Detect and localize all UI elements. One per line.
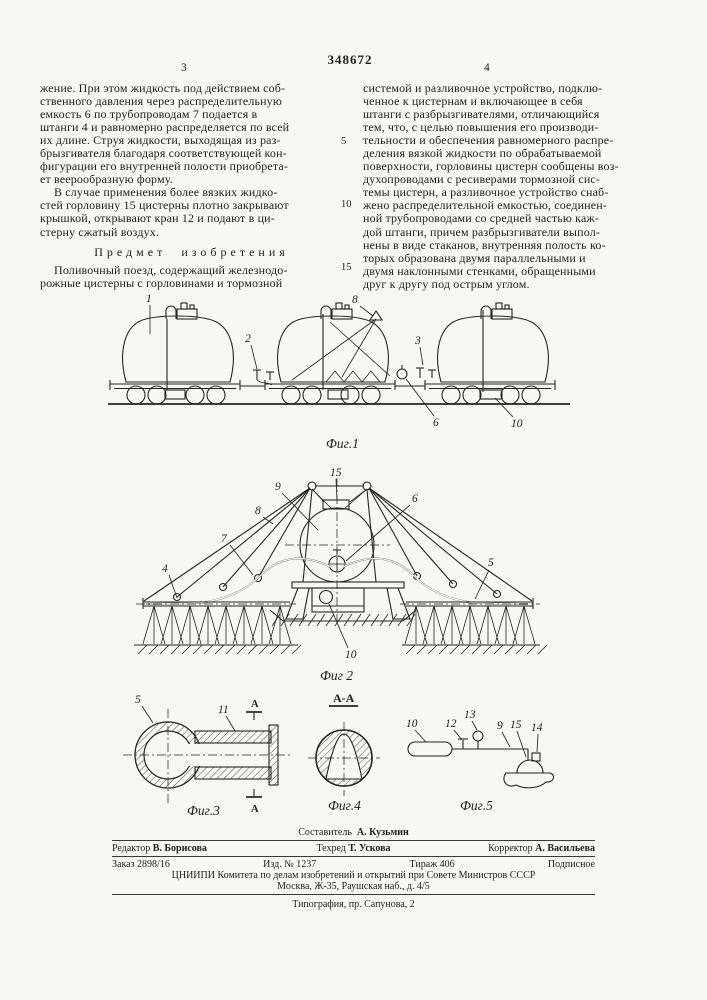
techred-name: Т. Ускова bbox=[348, 843, 391, 854]
fig1-label-2: 2 bbox=[245, 333, 251, 345]
fig2-label-15: 15 bbox=[330, 467, 342, 479]
pump-shape bbox=[320, 591, 333, 604]
fig5-label-9: 9 bbox=[497, 720, 503, 732]
tank-car-1 bbox=[110, 303, 240, 404]
fig1-caption: Фиг.1 bbox=[326, 436, 359, 451]
spray-boom-left bbox=[134, 598, 301, 654]
fig2-label-4: 4 bbox=[162, 563, 168, 575]
fig1-label-10: 10 bbox=[511, 418, 523, 430]
corrector-name: А. Васильева bbox=[535, 843, 595, 854]
fig2-label-5: 5 bbox=[488, 557, 494, 569]
tank-car-3 bbox=[425, 303, 555, 404]
line-number-5: 5 bbox=[341, 136, 347, 147]
compiler-line bbox=[112, 827, 595, 838]
left-text-column bbox=[40, 82, 343, 290]
fig5-label-14: 14 bbox=[531, 722, 543, 734]
fig2-label-7: 7 bbox=[221, 533, 227, 545]
fig3-section-mark-top: А bbox=[251, 699, 259, 710]
fig5-label-10: 10 bbox=[406, 718, 418, 730]
fig3-label-5: 5 bbox=[135, 694, 141, 706]
tank-car-2 bbox=[265, 303, 395, 404]
fig2-label-9: 9 bbox=[275, 481, 281, 493]
patent-number: 348672 bbox=[327, 52, 373, 67]
fig1-label-3: 3 bbox=[415, 335, 421, 347]
fig2-label-10: 10 bbox=[345, 649, 357, 661]
fig5-label-12: 12 bbox=[445, 718, 457, 730]
editor-role: Редактор bbox=[112, 843, 151, 854]
print-info-line bbox=[112, 859, 595, 870]
fig3-section-mark-bottom: А bbox=[251, 804, 259, 815]
address-line: Москва, Ж-35, Раушская наб., д. 4/5 bbox=[277, 881, 430, 892]
car2-cables bbox=[292, 311, 390, 382]
feed-pipe-right bbox=[343, 558, 528, 604]
fig3-label-11: 11 bbox=[218, 704, 229, 716]
spray-boom-right bbox=[400, 598, 547, 654]
nozzle-lower-wall bbox=[195, 767, 271, 779]
subscription-note: Подписное bbox=[547, 859, 595, 870]
nozzle-upper-wall bbox=[195, 731, 271, 743]
edition-number: Изд. № 1237 bbox=[263, 859, 317, 870]
compiler-name: А. Кузьмин bbox=[356, 827, 409, 838]
left-paragraph-2: В случае применения более вязких жидко- стей горловину 15 цистерны плотно закрывают крышкой, открывают кран 12 и подают в ци- стерну сжатый воздух. bbox=[40, 185, 289, 239]
distribution-tank-shape bbox=[397, 369, 407, 379]
right-paragraph-1: системой и разливочное устройство, подклю- ченное к цистернам и включающее в себя штанги с разбрызгивателями, отличающийся тем, что, с целью повышения его производи- тельности и обеспечения равномерного распре- деления вязкой жидкости по обрабатываемой поверхности, горловины цистерн сообщены воз- духопроводами с ресиверами тормозной сис- темы цистерн, а разливочное устройство снаб- жено распределительной емкостью, соединен- ной трубопроводами со средней частью каж- дой штанги, причем разбрызгиватели выпол- нены в виде стаканов, внутренняя полость ко- торых образована двумя параллельными и двумя наклонными стенками, обращенными друг к другу под острым углом. bbox=[363, 81, 619, 291]
print-run: Тираж 406 bbox=[409, 859, 455, 870]
order-number: Заказ 2898/16 bbox=[112, 859, 170, 870]
fig1-tank-train-drawing bbox=[80, 290, 620, 460]
divider bbox=[112, 840, 595, 841]
fig5-caption: Фиг.5 bbox=[460, 798, 493, 813]
divider bbox=[112, 856, 595, 857]
column-number-right: 4 bbox=[484, 62, 490, 74]
gauge-shape bbox=[473, 731, 483, 741]
claims-heading: Предмет изобретения bbox=[94, 244, 289, 259]
fig5-air-system-drawing bbox=[388, 695, 578, 817]
left-paragraph-1: жение. При этом жидкость под действием соб- ственного давления через распределительную емкость 6 по трубопроводам 7 подается в штанги 4 и равномерно распределяется по всей их длине. Струя жидкости, выходящая из раз- брызгивателя благодаря соответствующей кон- фигурации его внутренней полости приобрета- ет веерообразную форму. bbox=[40, 81, 290, 187]
line-number-15: 15 bbox=[341, 262, 352, 273]
fig3-caption: Фиг.3 bbox=[187, 803, 220, 818]
organization-line: ЦНИИПИ Комитета по делам изобретений и открытий при Совете Министров СССР bbox=[171, 870, 536, 881]
receiver-shape bbox=[408, 742, 452, 756]
techred-role: Техред bbox=[316, 843, 346, 854]
tank-top-fragment bbox=[504, 773, 554, 788]
left-paragraph-3: Поливочный поезд, содержащий железнодо- рожные цистерны с горловинами и тормозной bbox=[40, 262, 288, 290]
fig4-caption: Фиг.4 bbox=[328, 798, 361, 813]
fig1-label-8: 8 bbox=[352, 294, 358, 306]
suspension-cables bbox=[144, 488, 532, 601]
fig1-label-1: 1 bbox=[146, 293, 152, 305]
colophon bbox=[112, 827, 595, 910]
staff-line bbox=[112, 843, 595, 854]
corrector-role: Корректор bbox=[488, 843, 533, 854]
hatch-dome-shape bbox=[517, 760, 543, 773]
column-number-left: 3 bbox=[181, 62, 187, 74]
line-number-10: 10 bbox=[341, 199, 352, 210]
fig2-sprayer-rear-view-drawing bbox=[120, 460, 590, 688]
right-text-column bbox=[363, 82, 669, 291]
fig2-caption: Фиг 2 bbox=[320, 668, 353, 683]
fig2-label-6: 6 bbox=[412, 493, 418, 505]
fig5-label-15: 15 bbox=[510, 719, 522, 731]
compiler-role: Составитель bbox=[298, 827, 352, 838]
fig1-label-6: 6 bbox=[433, 417, 439, 429]
fig5-label-13: 13 bbox=[464, 709, 476, 721]
fitting-shape bbox=[532, 753, 540, 761]
fig4-section-title: А-А bbox=[333, 691, 355, 705]
editor-name: В. Борисова bbox=[152, 843, 207, 854]
divider bbox=[112, 894, 595, 895]
fig3-sprayer-section-drawing bbox=[105, 685, 300, 820]
typography-line: Типография, пр. Сапунова, 2 bbox=[292, 899, 415, 910]
fig2-label-8: 8 bbox=[255, 505, 261, 517]
